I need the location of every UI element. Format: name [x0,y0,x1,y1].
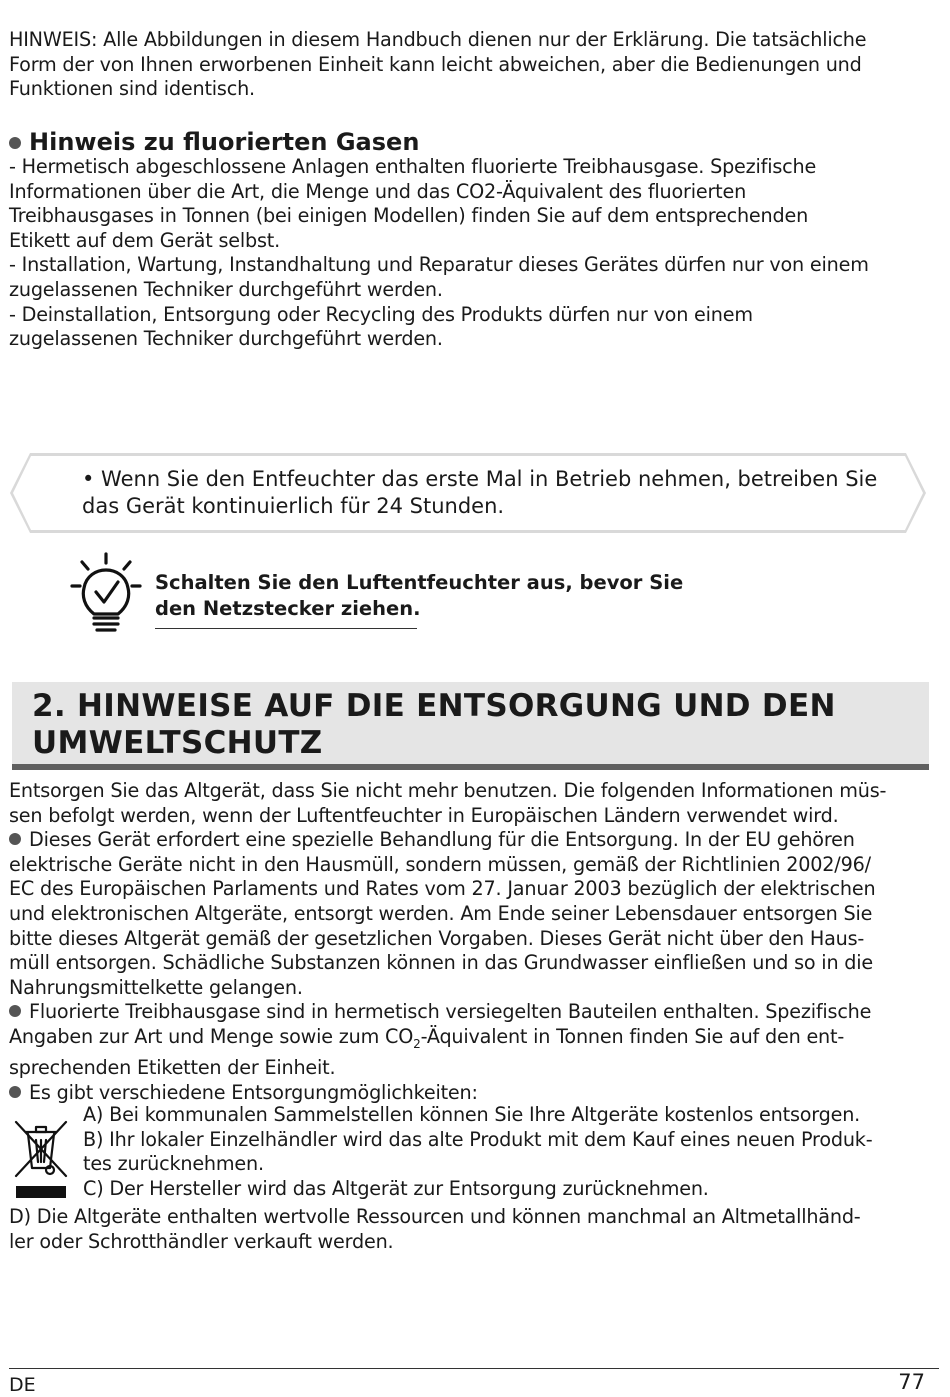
text-line: Schalten Sie den Luftentfeuchter aus, bevor Sie [155,571,684,594]
heading-text: Hinweis zu fluorierten Gasen [29,128,420,156]
text-line: Funktionen sind identisch. [9,77,255,101]
text-line: zugelassenen Techniker durchgeführt werden. [9,327,443,351]
text-line: - Hermetisch abgeschlossene Anlagen enthalten fluorierte Treibhausgase. Spezifische [9,155,817,178]
bullet-dot-icon [9,1005,21,1017]
note-paragraph [9,28,929,102]
text-line: HINWEIS: Alle Abbildungen in diesem Handbuch dienen nur der Erklärung. Die tatsächliche [9,28,867,51]
text-line: Nahrungsmittelkette gelangen. [9,975,303,999]
text-line [9,1025,929,1056]
fluorinated-gases-heading [9,128,419,156]
text-span: Angaben zur Art und Menge sowie zum CO [9,1024,414,1048]
text-line: und elektronischen Altgeräte, entsorgt werden. Am Ende seiner Lebensdauer entsorgen Sie [9,901,873,925]
text-line: - Installation, Wartung, Instandhaltung und Reparatur dieses Gerätes dürfen nur von einem [9,253,869,277]
text-line: sprechenden Etiketten der Einheit. [9,1056,336,1080]
option-d-paragraph [9,1205,929,1254]
text-line: Etikett auf dem Gerät selbst. [9,228,280,252]
crossed-out-wheelie-bin-icon [12,1118,70,1182]
text-span: -Äquivalent in Tonnen finden Sie auf den ent- [420,1024,845,1048]
text-span: Fluorierte Treibhausgase sind in hermetisch versiegelten Bauteilen enthalten. Spezifische [29,1000,872,1024]
text-line: müll entsorgen. Schädliche Substanzen können in das Grundwasser einfließen und so in die [9,951,874,975]
text-line: Entsorgen Sie das Altgerät, dass Sie nicht mehr benutzen. Die folgenden Informationen müs- [9,779,887,802]
text-span: Es gibt verschiedene Entsorgungmöglichkeiten: [29,1080,478,1104]
bullet-dot-icon [9,1086,21,1098]
option-b: B) Ihr lokaler Einzelhändler wird das alte Produkt mit dem Kauf eines neuen Produk- [83,1127,873,1151]
text-line: den Netzstecker ziehen. [155,597,421,620]
lightbulb-check-icon [70,552,142,640]
text-line: - Deinstallation, Entsorgung oder Recycling des Produkts dürfen nur von einem [9,302,753,326]
weee-bar [16,1186,66,1198]
disposal-options [83,1103,872,1201]
bullet-dot-icon [9,833,21,845]
footer-rule [9,1368,939,1369]
tip-underline [155,628,417,629]
option-c: C) Der Hersteller wird das Altgerät zur Entsorgung zurücknehmen. [83,1176,709,1200]
text-line: UMWELTSCHUTZ [32,725,323,761]
text-line: das Gerät kontinuierlich für 24 Stunden. [82,494,505,518]
fluorinated-gases-paragraph [9,155,929,352]
bullet-dot-icon [9,137,21,149]
tip-text [155,570,683,622]
text-line: Treibhausgases in Tonnen (bei einigen Modellen) finden Sie auf dem entsprechenden [9,204,809,228]
callout-text [82,466,877,520]
text-span: Dieses Gerät erfordert eine spezielle Behandlung für die Entsorgung. In der EU gehören [29,828,855,852]
text-line: • Wenn Sie den Entfeuchter das erste Mal in Betrieb nehmen, betreiben Sie [82,467,878,491]
disposal-paragraph [9,779,929,1106]
bullet-line [9,828,929,853]
section-heading-bar [12,764,929,770]
page-number: 77 [898,1370,925,1394]
text-line: 2. HINWEISE AUF DIE ENTSORGUNG UND DEN [32,688,836,724]
text-line: sen befolgt werden, wenn der Luftentfeuchter in Europäischen Ländern verwendet wird. [9,803,839,827]
text-line: elektrische Geräte nicht in den Hausmüll, sondern müssen, gemäß der Richtlinien 2002/96/ [9,852,871,876]
text-line: D) Die Altgeräte enthalten wertvolle Ressourcen und können manchmal an Altmetallhänd- [9,1205,861,1228]
text-line: Informationen über die Art, die Menge und das CO2-Äquivalent des fluorierten [9,179,747,203]
text-line: Form der von Ihnen erworbenen Einheit kann leicht abweichen, aber die Bedienungen und [9,52,862,76]
bullet-line [9,1000,929,1025]
footer-language: DE [9,1374,36,1396]
subscript: 2 [413,1036,421,1051]
section-title [32,688,836,762]
option-a: A) Bei kommunalen Sammelstellen können Sie Ihre Altgeräte kostenlos entsorgen. [83,1103,861,1126]
text-line: EC des Europäischen Parlaments und Rates vom 27. Januar 2003 bezüglich der elektrischen [9,877,876,901]
text-line: zugelassenen Techniker durchgeführt werden. [9,277,443,301]
text-line: ler oder Schrotthändler verkauft werden. [9,1229,394,1253]
text-line: bitte dieses Altgerät gemäß der gesetzlichen Vorgaben. Dieses Gerät nicht über den Haus- [9,926,865,950]
option-b-continued: tes zurücknehmen. [83,1152,264,1176]
bullet-line [9,1081,929,1106]
